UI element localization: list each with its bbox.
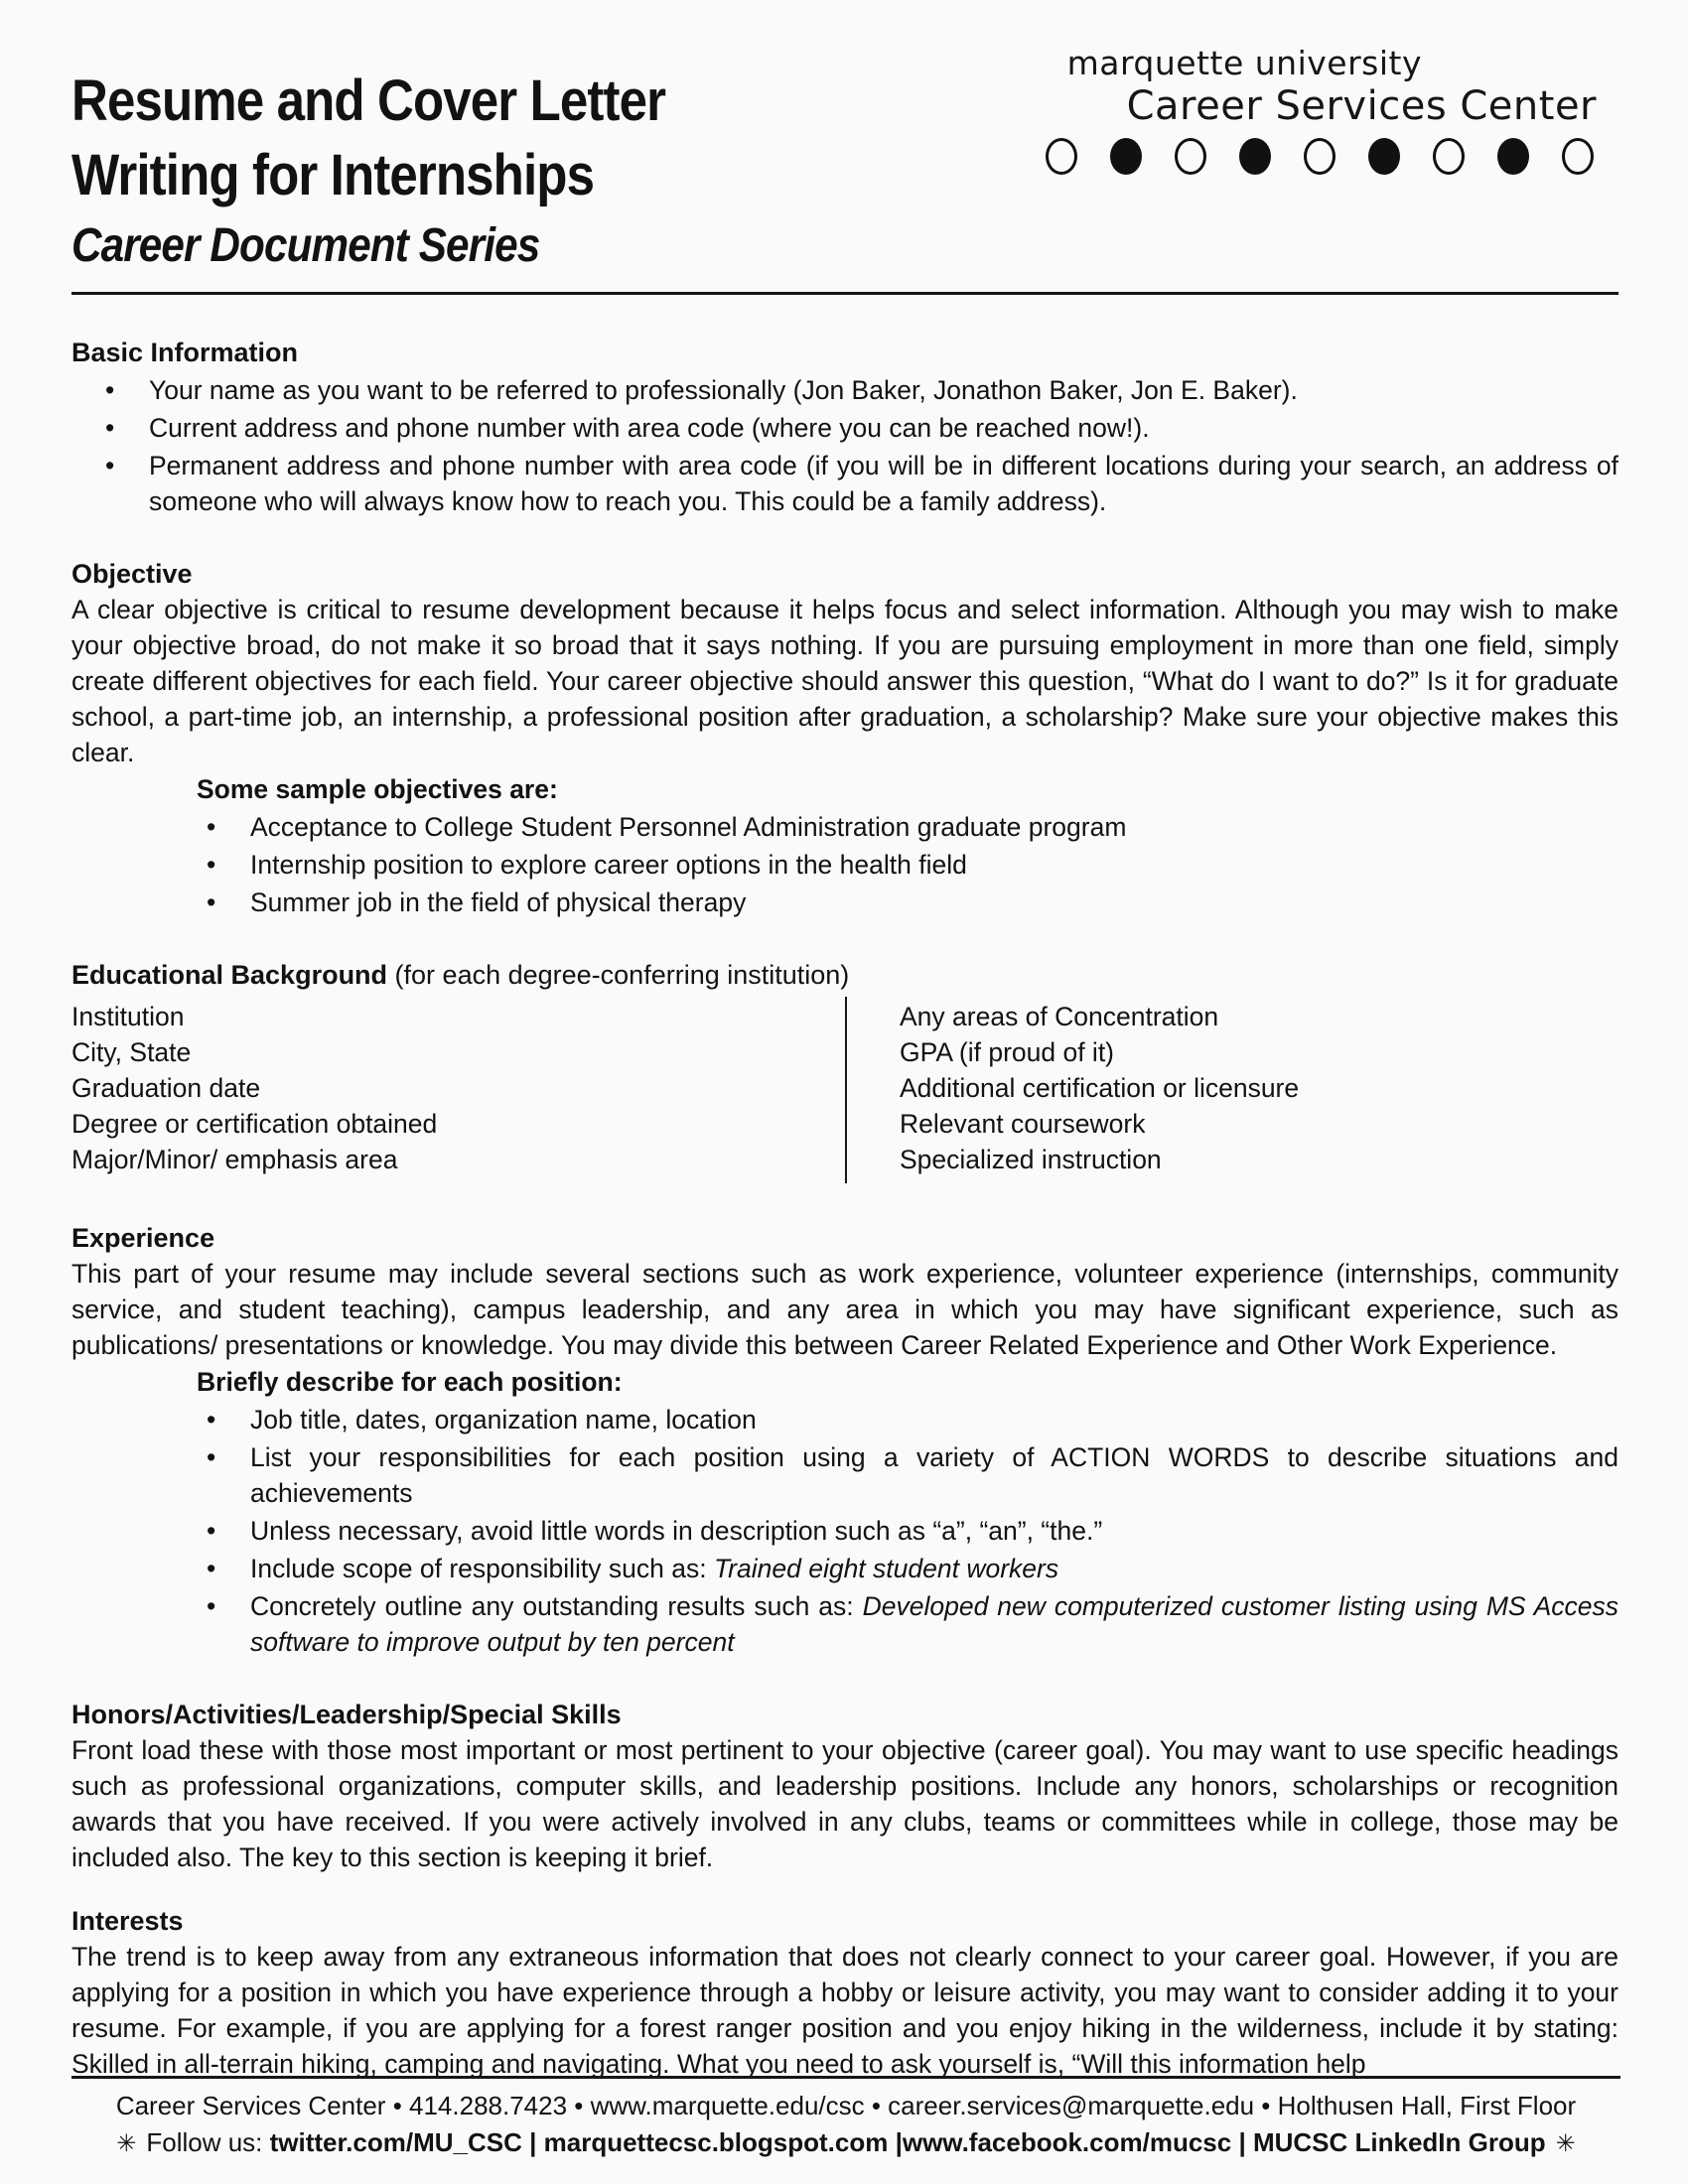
item-text: List your responsibilities for each position using a variety of ACTION WORDS to describe situations and achievements	[250, 1442, 1618, 1508]
title-line-1: Resume and Cover Letter	[71, 68, 666, 133]
open-circle-icon	[1046, 138, 1077, 175]
heading-bold: Educational Background	[71, 960, 388, 990]
logo-university-name: marquette university	[1066, 44, 1422, 82]
list-item	[71, 1513, 1618, 1549]
item-text: Job title, dates, organization name, location	[250, 1405, 757, 1434]
heading-suffix: (for each degree-conferring institution)	[387, 960, 850, 990]
honors-heading: Honors/Activities/Leadership/Special Skills	[71, 1700, 622, 1729]
list-item: • Internship position to explore career options in the health field	[71, 847, 1618, 883]
edu-item: Relevant coursework	[900, 1109, 1146, 1139]
blogspot-link: marquettecsc.blogspot.com	[543, 2127, 889, 2157]
open-circle-icon	[1175, 138, 1206, 175]
interests-paragraph: The trend is to keep away from any extraneous information that does not clearly connect to your career goal. However, if you are applying for a position in which you have experience through a hobby or leisure activity, you may want to consider adding it to your resume. For example, if you are applying for a forest ranger position and you enjoy hiking in the wilderness, include it by stating: Skilled in all-terrain hiking, camping and navigating. What you need to ask yourself is, “Will this information help	[71, 1942, 1618, 2079]
list-item	[71, 1551, 1618, 1586]
item-text: Concretely outline any outstanding results such as:	[250, 1591, 863, 1621]
separator: |	[888, 2127, 903, 2157]
footer-social-line	[71, 2125, 1620, 2161]
honors-paragraph: Front load these with those most important or most pertinent to your objective (career goal). You may want to use specific headings such as professional organizations, computer skills, and leadership positions. Include any honors, scholarships or recognition awards that you have received. If you were actively involved in any clubs, teams or committees while in college, those may be included also. The key to this section is keeping it brief.	[71, 1735, 1618, 1872]
open-circle-icon	[1562, 138, 1594, 175]
experience-heading: Experience	[71, 1223, 215, 1253]
list-item: • Current address and phone number with area code (where you can be reached now!).	[71, 410, 1618, 446]
edu-item: City, State	[71, 1037, 192, 1067]
edu-item: Any areas of Concentration	[900, 1002, 1219, 1031]
filled-circle-icon	[1239, 138, 1271, 175]
separator: |	[521, 2127, 544, 2157]
list-item: • Permanent address and phone number with area code (if you will be in different locations during your search, an address of someone who will always know how to reach you. This could be a family address).	[71, 448, 1618, 519]
edu-right-column	[847, 997, 1299, 1183]
briefly-describe-heading: Briefly describe for each position:	[197, 1367, 623, 1397]
item-text: Unless necessary, avoid little words in description such as “a”, “an”, “the.”	[250, 1516, 1103, 1546]
basic-information-list	[71, 372, 1618, 519]
open-circle-icon	[1433, 138, 1465, 175]
experience-list	[71, 1402, 1618, 1660]
title-line-2: Writing for Internships	[71, 143, 595, 207]
edu-item: Additional certification or licensure	[900, 1073, 1300, 1103]
logo-career-services: Career Services Center	[1126, 83, 1597, 129]
linkedin-group-label: MUCSC LinkedIn Group	[1252, 2127, 1546, 2157]
objective-paragraph: A clear objective is critical to resume development because it helps focus and select information. Although you may wish to make your objective broad, do not make it so broad that it says nothing. If you are pursuing employment in more than one field, simply create different objectives for each field. Your career objective should answer this question, “What do I want to do?” Is it for graduate school, a part-time job, an internship, a professional position after graduation, a scholarship? Make sure your objective makes this clear.	[71, 595, 1618, 767]
filled-circle-icon	[1497, 138, 1529, 175]
edu-left-column	[71, 997, 847, 1183]
header-divider	[71, 292, 1618, 295]
list-item: • Acceptance to College Student Personnel Administration graduate program	[71, 809, 1618, 845]
title-series: Career Document Series	[71, 219, 540, 272]
item-example-italic: Trained eight student workers	[713, 1554, 1059, 1583]
facebook-link: www.facebook.com/mucsc	[902, 2127, 1232, 2157]
filled-circle-icon	[1110, 138, 1142, 175]
objective-heading: Objective	[71, 559, 193, 589]
experience-paragraph: This part of your resume may include several sections such as work experience, volunteer experience (internships, community service, and student teaching), campus leadership, and any area in which you may have significant experience, such as publications/ presentations or knowledge. You may divide this between Career Related Experience and Other Work Experience.	[71, 1259, 1618, 1360]
item-example-italic: Developed new computerized customer listing using MS Access software to improve output by ten percent	[250, 1591, 1618, 1657]
educational-background-heading	[71, 957, 1618, 993]
edu-item: Degree or certification obtained	[71, 1109, 438, 1139]
list-item: • Summer job in the field of physical therapy	[71, 885, 1618, 920]
list-item	[71, 1439, 1618, 1511]
list-item: • Your name as you want to be referred to professionally (Jon Baker, Jonathon Baker, Jon E. Baker).	[71, 372, 1618, 408]
edu-item: Major/Minor/ emphasis area	[71, 1145, 398, 1174]
edu-item: Graduation date	[71, 1073, 261, 1103]
follow-us-label: Follow us:	[146, 2127, 270, 2157]
sample-objectives-list	[71, 809, 1618, 920]
logo-dots	[1046, 138, 1597, 175]
marquette-logo	[1046, 44, 1597, 175]
educational-background-columns	[71, 997, 1618, 1183]
separator: |	[1231, 2127, 1253, 2157]
list-item	[71, 1588, 1618, 1660]
interests-heading: Interests	[71, 1906, 184, 1936]
edu-item: GPA (if proud of it)	[900, 1037, 1115, 1067]
item-text: Include scope of responsibility such as:	[250, 1554, 714, 1583]
sample-objectives-heading: Some sample objectives are:	[197, 774, 558, 804]
open-circle-icon	[1304, 138, 1336, 175]
filled-circle-icon	[1368, 138, 1400, 175]
star-icon: ✳	[1555, 2130, 1576, 2157]
edu-item: Specialized instruction	[900, 1145, 1162, 1174]
basic-information-heading: Basic Information	[71, 338, 299, 367]
list-item	[71, 1402, 1618, 1437]
edu-item: Institution	[71, 1002, 185, 1031]
document-footer	[71, 2076, 1620, 2161]
star-icon: ✳	[116, 2130, 137, 2157]
footer-contact-line: Career Services Center • 414.288.7423 • www.marquette.edu/csc • career.services@marquette.edu • Holthusen Hall, First Floor	[115, 2091, 1577, 2120]
twitter-link: twitter.com/MU_CSC	[269, 2127, 522, 2157]
